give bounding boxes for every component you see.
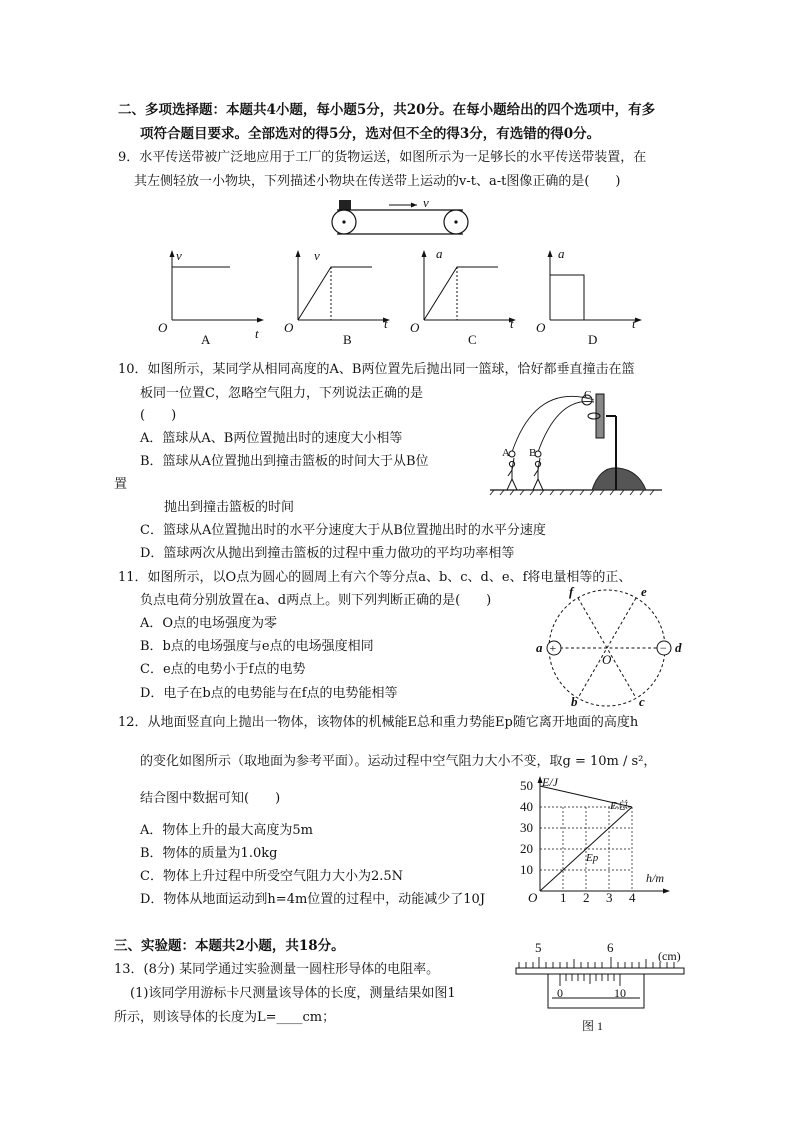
point-d-label: d <box>675 640 682 655</box>
y-tick: 20 <box>520 841 533 856</box>
q10-line1: 10．如图所示，某同学从相同高度的A、B两位置先后抛出同一篮球，恰好都垂直撞击在篮 <box>118 362 635 377</box>
q13-line3: 所示，则该导体的长度为L=____cm； <box>114 1010 336 1025</box>
x-tick: 4 <box>629 890 636 905</box>
minus-sign: − <box>660 641 667 655</box>
q10-line2: 板同一位置C，忽略空气阻力，下列说法正确的是 <box>140 386 423 401</box>
point-f-label: f <box>569 584 574 599</box>
q12-option-a: A．物体上升的最大高度为5m <box>140 823 313 838</box>
point-b-label: b <box>571 694 578 709</box>
q11-line2: 负点电荷分别放置在a、d两点上。则下列判断正确的是( ) <box>140 593 492 608</box>
option-letter: D <box>588 332 598 347</box>
section2-title-line2: 项符合题目要求。全部选对的得5分，选对但不全的得3分，有选错的得0分。 <box>140 126 601 142</box>
main-scale-5: 5 <box>535 940 542 955</box>
x-axis-label: t <box>384 316 388 331</box>
ep-label: Ep <box>586 852 599 864</box>
charge-circle-figure <box>533 586 693 710</box>
option-letter: C <box>468 332 477 347</box>
point-c-label: C <box>584 389 592 401</box>
conveyor-belt-figure <box>325 196 475 238</box>
y-tick: 30 <box>520 820 533 835</box>
y-axis-label: E/J <box>542 775 558 789</box>
q12-option-c: C．物体上升过程中所受空气阻力大小为2.5N <box>140 869 403 884</box>
q12-line2: 的变化如图所示（取地面为参考平面）。运动过程中空气阻力大小不变，取g = 10m / s²， <box>140 754 657 769</box>
q9-graph-b <box>276 248 396 348</box>
origin-label: O <box>410 320 420 335</box>
option-letter: A <box>201 332 211 347</box>
origin-label: O <box>158 320 168 335</box>
etotal-label: E总 <box>610 800 628 812</box>
x-axis-label: t <box>632 316 636 331</box>
q11-option-d: D．电子在b点的电势能与在f点的电势能相等 <box>140 686 398 701</box>
origin-label: O <box>528 890 538 905</box>
q10-option-a: A．篮球从A、B两位置抛出时的速度大小相等 <box>140 431 403 446</box>
q11-option-b: B．b点的电场强度与e点的电场强度相同 <box>140 639 374 654</box>
q9-graph-d <box>528 248 648 348</box>
x-tick: 3 <box>606 890 613 905</box>
belt-velocity-label: v <box>423 195 429 210</box>
main-scale-6: 6 <box>607 940 614 955</box>
y-axis-label: v <box>176 248 182 263</box>
q10-option-c: C．篮球从A位置抛出时的水平分速度大于从B位置抛出时的水平分速度 <box>140 523 546 538</box>
q13-line1: 13．(8分) 某同学通过实验测量一圆柱形导体的电阻率。 <box>114 962 440 977</box>
section2-title-line1: 二、多项选择题：本题共4小题，每小题5分，共20分。在每小题给出的四个选项中，有多 <box>118 102 656 118</box>
point-b-label: B <box>529 447 537 459</box>
q10-option-b: B．篮球从A位置抛出到撞击篮板的时间大于从B位 <box>140 454 429 469</box>
point-c-label: c <box>639 694 645 709</box>
y-tick: 10 <box>520 862 533 877</box>
x-axis-label: h/m <box>646 871 664 885</box>
q11-option-c: C．e点的电势小于f点的电势 <box>140 662 306 677</box>
vernier-0: 0 <box>557 986 563 1000</box>
q9-line2: 其左侧轻放一小物块，下列描述小物块在传送带上运动的v-t、a-t图像正确的是( ) <box>134 174 621 189</box>
q9-graph-a <box>150 248 270 348</box>
q11-option-a: A．O点的电场强度为零 <box>140 616 278 631</box>
x-axis-label: t <box>255 326 259 341</box>
section3-title: 三、实验题：本题共2小题，共18分。 <box>114 938 345 954</box>
block-icon <box>339 200 351 210</box>
graph-line <box>298 267 372 320</box>
q10-option-b-cont2: 抛出到撞击篮板的时间 <box>164 500 295 515</box>
q11-line1: 11．如图所示，以O点为圆心的圆周上有六个等分点a、b、c、d、e、f将电量相等的正、 <box>118 570 632 585</box>
energy-height-graph <box>516 774 676 904</box>
point-o-label: O <box>602 652 612 667</box>
point-a-label: a <box>536 640 543 655</box>
origin-label: O <box>284 320 294 335</box>
graph-line <box>550 275 584 320</box>
y-axis-label: v <box>314 248 320 263</box>
plus-sign: + <box>549 641 557 655</box>
q13-line2: (1)该同学用游标卡尺测量该导体的长度，测量结果如图1 <box>130 986 456 1001</box>
point-e-label: e <box>641 584 647 599</box>
basketball-figure <box>488 386 668 496</box>
vernier-10: 10 <box>614 986 626 1000</box>
y-axis-label: a <box>558 246 565 261</box>
q9-graph-c <box>402 248 522 348</box>
q12-option-d: D．物体从地面运动到h=4m位置的过程中，动能减少了10J <box>140 892 486 907</box>
unit-label: (cm) <box>658 949 681 963</box>
graph-line <box>424 267 498 320</box>
x-axis-label: t <box>510 316 514 331</box>
point-a-label: A <box>502 447 510 459</box>
q12-line3: 结合图中数据可知( ) <box>140 791 281 806</box>
x-tick: 2 <box>583 890 590 905</box>
q10-line3: ( ) <box>140 408 177 423</box>
y-tick: 50 <box>520 778 533 793</box>
y-tick: 40 <box>520 799 533 814</box>
q12-option-b: B．物体的质量为1.0kg <box>140 846 278 861</box>
q9-line1: 9．水平传送带被广泛地应用于工厂的货物运送，如图所示为一足够长的水平传送带装置，在 <box>118 150 647 165</box>
q12-line1: 12．从地面竖直向上抛出一物体，该物体的机械能E总和重力势能Ep随它离开地面的高度h <box>118 715 639 730</box>
vernier-caliper-figure <box>508 938 698 1038</box>
figure-caption: 图 1 <box>582 1019 604 1033</box>
x-tick: 1 <box>560 890 567 905</box>
option-letter: B <box>343 332 352 347</box>
q10-option-b-cont1: 置 <box>114 477 128 492</box>
y-axis-label: a <box>436 246 443 261</box>
origin-label: O <box>536 320 546 335</box>
q10-option-d: D．篮球两次从抛出到撞击篮板的过程中重力做功的平均功率相等 <box>140 546 515 561</box>
